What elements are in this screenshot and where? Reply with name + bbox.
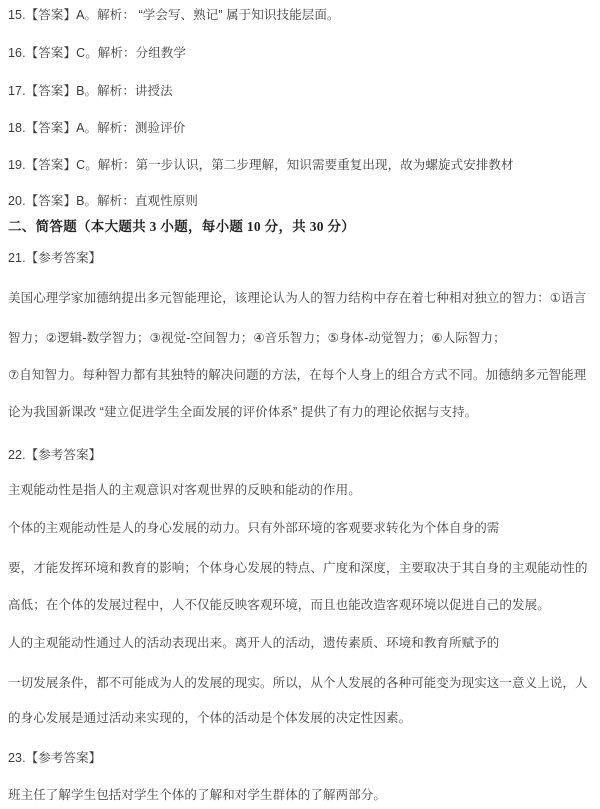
answer-line-17: 17.【答案】B。解析：讲授法 [8,84,173,98]
answer-line-15: 15.【答案】A。解析： “学会写、熟记” 属于知识技能层面。 [8,8,340,22]
answer-line-16: 16.【答案】C。解析：分组教学 [8,46,187,60]
answer-22-paragraph-line-1: 主观能动性是指人的主观意识对客观世界的反映和能动的作用。 [8,483,361,497]
answer-22-paragraph-line-4: 高低；在个体的发展过程中，人不仅能反映客观环境，而且也能改造客观环境以促进自己的发展。 [8,598,550,612]
answer-21-paragraph-line-4: 论为我国新课改 “建立促进学生全面发展的评价体系” 提供了有力的理论依据与支持。 [8,405,478,419]
answer-22-paragraph-line-2: 个体的主观能动性是人的身心发展的动力。只有外部环境的客观要求转化为个体自身的需 [8,521,500,535]
answer-line-18: 18.【答案】A。解析：测验评价 [8,121,186,135]
reference-answer-label-21: 21.【参考答案】 [8,251,102,265]
answer-line-20: 20.【答案】B。解析：直观性原则 [8,194,198,208]
answer-21-paragraph-line-1: 美国心理学家加德纳提出多元智能理论，该理论认为人的智力结构中存在着七种相对独立的智力：①语言 [8,291,587,305]
reference-answer-label-23: 23.【参考答案】 [8,751,102,765]
answer-21-paragraph-line-2: 智力；②逻辑-数学智力；③视觉-空间智力；④音乐智力；⑤身体-动觉智力；⑥人际智力； [8,331,506,345]
answer-21-paragraph-line-3: ⑦自知智力。每种智力都有其独特的解决问题的方法，在每个人身上的组合方式不同。加德纳多元智能理 [8,368,587,382]
answer-line-19: 19.【答案】C。解析：第一步认识，第二步理解，知识需要重复出现，故为螺旋式安排教材 [8,158,514,172]
answer-23-paragraph-line-1: 班主任了解学生包括对学生个体的了解和对学生群体的了解两部分。 [8,788,387,802]
answer-22-paragraph-line-7: 的身心发展是通过活动来实现的，个体的活动是个体发展的决定性因素。 [8,711,412,725]
reference-answer-label-22: 22.【参考答案】 [8,448,102,462]
section-heading-short-answer: 二、简答题（本大题共 3 小题，每小题 10 分，共 30 分） [8,219,356,234]
answer-22-paragraph-line-5: 人的主观能动性通过人的活动表现出来。离开人的活动，遗传素质、环境和教育所赋予的 [8,636,500,650]
answer-22-paragraph-line-3: 要，才能发挥环境和教育的影响；个体身心发展的特点、广度和深度，主要取决于其自身的主观能动性的 [8,561,588,575]
answer-22-paragraph-line-6: 一切发展条件，都不可能成为人的发展的现实。所以，从个人发展的各种可能变为现实这一意义上说，人 [8,676,588,690]
